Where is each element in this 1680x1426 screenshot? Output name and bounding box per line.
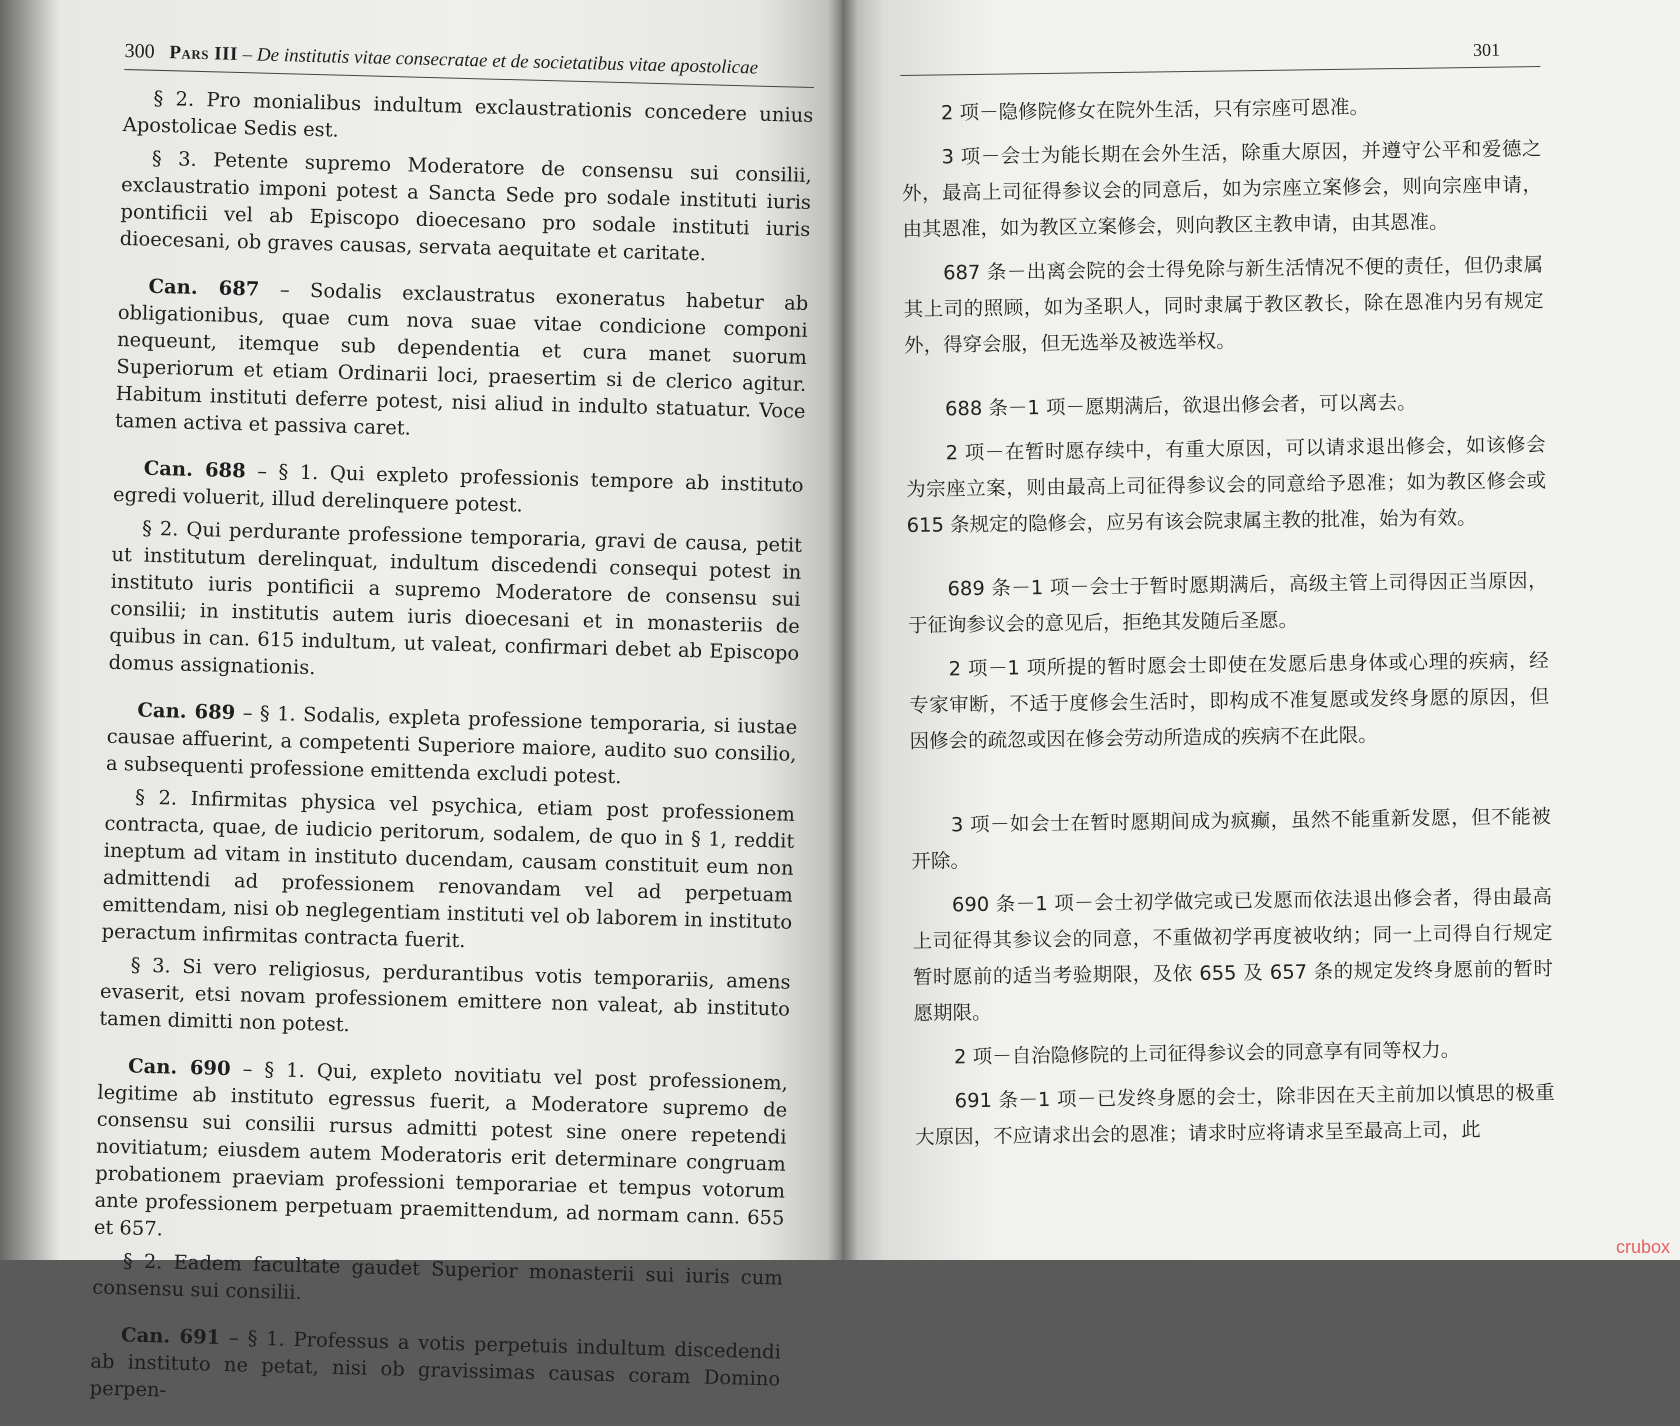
chinese-paragraph: 687 条－出离会院的会士得免除与新生活情况不便的责任，但仍隶属其上司的照顾，如为圣职人，同时隶属于教区教长，除在恩准内另有规定外，得穿会服，但无选举及被选举权。 — [903, 253, 1544, 357]
canon-paragraph — [115, 272, 809, 452]
canon-paragraph — [89, 1321, 781, 1420]
chinese-paragraph: 2 项－隐修院修女在院外生活，只有宗座可恩准。 — [940, 95, 1370, 125]
chinese-paragraph: 690 条－1 项－会士初学做完或已发愿而依法退出修会者，得由最高上司征得其参议会的同意，不重做初学再度被收纳；同一上司得自行规定暂时愿前的适当考验期限，及依 655 及 657 条的规定发终身愿前的暂时愿期限。 — [912, 884, 1554, 1025]
canon-paragraph — [106, 696, 798, 795]
canon-label: Can. 687 — [148, 274, 260, 301]
latin-paragraph — [119, 144, 812, 270]
latin-paragraph — [99, 951, 791, 1050]
paragraph-text: § 2. Eadem facultate gaudet Superior monasterii sui iuris cum consensu sui consilii. — [92, 1249, 784, 1305]
latin-paragraph — [122, 84, 813, 156]
chinese-paragraph: 2 项－1 项所提的暂时愿会士即使在发愿后患身体或心理的疾病，经专家审断，不适于度修会生活时，即构成不准复愿或发终身愿的原因，但因修会的疏忽或因在修会劳动所造成的疾病不在此限。 — [909, 649, 1550, 753]
latin-paragraph — [108, 514, 802, 694]
paragraph-text: – § 1. Sodalis, expleta professione temporaria, si iustae causae affuerint, a competenti Superiore maiore, audito suo consilio, a subsequenti professione emittenda excludi potest. — [105, 701, 798, 789]
right-page-content — [900, 39, 1556, 1164]
paragraph-text: § 2. Qui perdurante professione temporaria, gravi de causa, petit ut institutum derelinquat, indultum discedendi consequi potest in instituto iuris pontificii a supremo Moderatore de consensu sui consilii; in institutis autem iuris dioecesani et in monasteriis de quibus in can. 615 indultum, ut valeat, confirmari debet ab Episcopo domus assignationis. — [108, 516, 803, 680]
canon-paragraph — [113, 454, 804, 526]
chinese-paragraph: 2 项－自治隐修院的上司征得参议会的同意享有同等权力。 — [953, 1038, 1461, 1069]
pars-label: Pars III — [169, 42, 239, 65]
latin-paragraph — [101, 783, 795, 963]
paragraph-text: § 3. Petente supremo Moderatore de consensu sui consilii, exclaustratio imponi potest a Sancta Sede pro sodale instituti iuris pontificii vel ab Episcopo dioecesano pro sodale instituti iuris dioecesani, ob graves causas, servata aequitate et caritate. — [119, 146, 812, 266]
left-page-number: 300 — [124, 40, 155, 63]
paragraph-text: § 2. Pro monialibus indultum exclaustrationis concedere unius Apostolicae Sedis est. — [122, 86, 814, 142]
running-title: – De institutis vitae consecratae et de societatibus vitae apostolicae — [242, 44, 759, 79]
book-gutter — [828, 0, 858, 1260]
canon-label: Can. 689 — [137, 698, 236, 725]
paragraph-text: – § 1. Professus a votis perpetuis indultum discedendi ab instituto ne petat, nisi ob gravissimas causas coram Domino perpen- — [89, 1325, 782, 1402]
chinese-paragraph: 3 项－如会士在暂时愿期间成为疯癫，虽然不能重新发愿，但不能被开除。 — [911, 804, 1551, 873]
chinese-paragraph: 2 项－在暂时愿存续中，有重大原因，可以请求退出修会，如该修会为宗座立案，则由最高上司征得参议会的同意给予恩准；如为教区修会或 615 条规定的隐修会，应另有该会院隶属主教的批准，始为有效。 — [906, 433, 1547, 537]
watermark: crubox — [1615, 1237, 1670, 1257]
canon-label: Can. 690 — [127, 1054, 231, 1081]
canon-label: Can. 691 — [120, 1323, 221, 1349]
right-page-number: 301 — [1472, 39, 1501, 60]
canon-paragraph — [94, 1052, 789, 1259]
chinese-paragraph: 691 条－1 项－已发终身愿的会士，除非因在天主前加以慎思的极重大原因，不应请求出会的恩准；请求时应将请求呈至最高上司，此 — [915, 1080, 1555, 1149]
paragraph-text: § 3. Si vero religiosus, perdurantibus votis temporariis, amens evaserit, etsi novam professionem emittere non valeat, ab instituto tamen dimitti non potest. — [99, 953, 791, 1037]
chinese-paragraph: 3 项－会士为能长期在会外生活，除重大原因，并遵守公平和爱德之外，最高上司征得参议会的同意后，如为宗座立案修会，则向宗座申请，由其恩准，如为教区立案修会，则向教区主教申请，由其恩准。 — [901, 137, 1543, 241]
paragraph-text: – § 1. Qui expleto professionis tempore ab instituto egredi voluerit, illud derelinquere potest. — [112, 459, 804, 517]
chinese-paragraph: 689 条－1 项－会士于暂时愿期满后，高级主管上司得因正当原因，于征询参议会的意见后，拒绝其发随后圣愿。 — [907, 569, 1548, 637]
paragraph-text: § 2. Infirmitas physica vel psychica, etiam post professionem contracta, quae, de iudicio peritorum, sodalem, de quo in § 1, reddit ineptum ad vitam in instituto ducendam, causam constituit eum non admittendi ad professionem renovandam vel ad perpetuam emittendam, nisi ob neglegentiam instituti vel ob laborem in instituto peractum infirmitas contracta fuerit. — [101, 785, 796, 953]
canon-label: Can. 688 — [143, 456, 247, 483]
latin-paragraph — [92, 1247, 783, 1319]
left-page-content — [89, 40, 815, 1426]
page-edge-shadow — [0, 0, 60, 1260]
paragraph-text: – § 1. Qui, expleto novitiatu vel post professionem, legitime ab instituto egressus fuerit, a Moderatore supremo de consensu sui consilii rursus admitti potest sine onere repetendi novitiatum; eiusdem autem Moderatoris erit determinare congruam probationem praeviam professioni temporariae et tempus votorum ante professionem perpetuam praemittendum, ad normam cann. 655 et 657. — [93, 1057, 789, 1241]
chinese-paragraph: 688 条－1 项－愿期满后，欲退出修会者，可以离去。 — [944, 390, 1417, 421]
paragraph-text: – Sodalis exclaustratus exoneratus habetur ab obligationibus, quae cum nova suae vitae condicione componi nequeunt, itemque sub dependentia et cura manet suorum Superiorum et etiam Ordinarii loci, praesertim si de clerico agitur. Habitum instituti deferre potest, nisi aliud in indulto statuatur. Voce tamen activa et passiva caret. — [114, 277, 809, 440]
